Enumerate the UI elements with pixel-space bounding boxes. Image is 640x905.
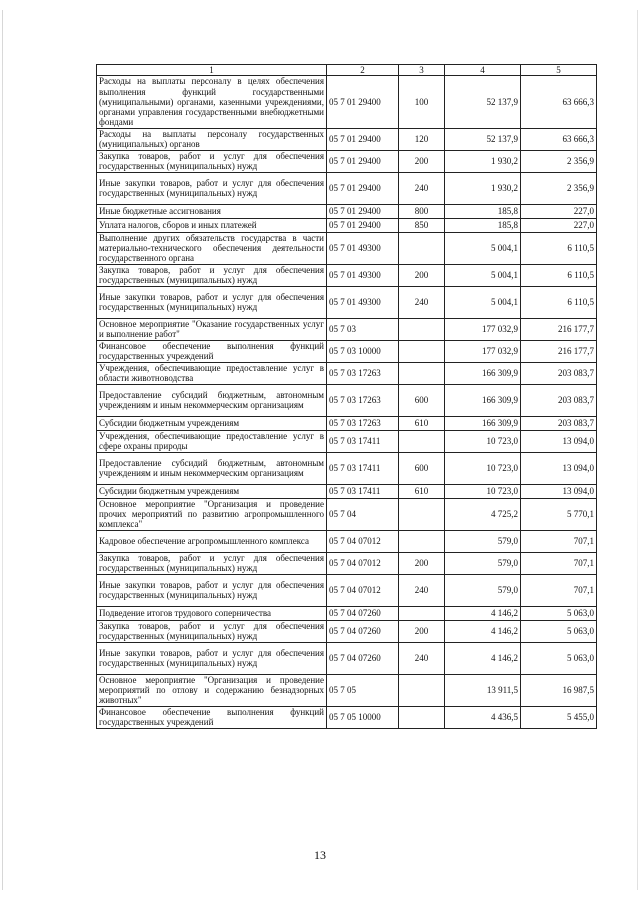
row-value-1-cell: 177 032,9 — [445, 340, 521, 362]
row-type-cell — [399, 530, 445, 552]
row-value-2-cell: 216 177,7 — [521, 318, 597, 340]
row-type-cell — [399, 362, 445, 384]
table-header-row — [97, 65, 597, 76]
header-cell-type: 3 — [399, 65, 445, 76]
table-row — [97, 498, 597, 530]
row-value-1-cell: 4 146,2 — [445, 620, 521, 642]
table-row — [97, 264, 597, 286]
row-code-cell: 05 7 04 07012 — [327, 530, 399, 552]
table-row — [97, 318, 597, 340]
row-name-cell: Иные закупки товаров, работ и услуг для обеспечения государственных (муниципальных) нужд — [97, 286, 327, 318]
table-row — [97, 574, 597, 606]
row-type-cell: 240 — [399, 642, 445, 674]
table-row — [97, 150, 597, 172]
row-value-1-cell: 10 723,0 — [445, 452, 521, 484]
row-type-cell: 610 — [399, 416, 445, 430]
table-row — [97, 416, 597, 430]
header-cell-name: 1 — [97, 65, 327, 76]
row-value-2-cell: 16 987,5 — [521, 674, 597, 706]
row-name-cell: Основное мероприятие "Организация и проведение прочих мероприятий по развитию агропромышленного комплекса" — [97, 498, 327, 530]
page-number: 13 — [314, 848, 326, 862]
row-value-1-cell: 166 309,9 — [445, 416, 521, 430]
row-name-cell: Кадровое обеспечение агропромышленного комплекса — [97, 530, 327, 552]
table-row — [97, 76, 597, 128]
table-row — [97, 642, 597, 674]
row-type-cell: 240 — [399, 286, 445, 318]
row-type-cell — [399, 706, 445, 728]
row-type-cell — [399, 674, 445, 706]
row-value-2-cell: 5 063,0 — [521, 620, 597, 642]
row-name-cell: Субсидии бюджетным учреждениям — [97, 484, 327, 498]
row-code-cell: 05 7 01 49300 — [327, 286, 399, 318]
row-value-1-cell: 52 137,9 — [445, 128, 521, 150]
row-value-2-cell: 5 063,0 — [521, 642, 597, 674]
row-code-cell: 05 7 03 10000 — [327, 340, 399, 362]
header-cell-value-2: 5 — [521, 65, 597, 76]
row-type-cell — [399, 430, 445, 452]
row-value-1-cell: 4 725,2 — [445, 498, 521, 530]
table-row — [97, 552, 597, 574]
row-value-1-cell: 185,8 — [445, 204, 521, 218]
row-name-cell: Расходы на выплаты персоналу в целях обеспечения выполнения функций государственными (муниципальными) органами, казенными учреждениями, органами управления государственными внебюджетными фондами — [97, 76, 327, 128]
row-name-cell: Учреждения, обеспечивающие предоставление услуг в области животноводства — [97, 362, 327, 384]
table-row — [97, 430, 597, 452]
table-row — [97, 172, 597, 204]
table-row — [97, 362, 597, 384]
row-value-1-cell: 579,0 — [445, 574, 521, 606]
table-row — [97, 232, 597, 264]
row-code-cell: 05 7 03 17263 — [327, 416, 399, 430]
table-row — [97, 484, 597, 498]
row-code-cell: 05 7 01 29400 — [327, 218, 399, 232]
row-type-cell: 610 — [399, 484, 445, 498]
row-code-cell: 05 7 03 17411 — [327, 430, 399, 452]
row-value-2-cell: 203 083,7 — [521, 384, 597, 416]
row-name-cell: Основное мероприятие "Оказание государственных услуг и выполнение работ" — [97, 318, 327, 340]
row-type-cell — [399, 498, 445, 530]
row-name-cell: Субсидии бюджетным учреждениям — [97, 416, 327, 430]
row-code-cell: 05 7 03 — [327, 318, 399, 340]
row-value-2-cell: 6 110,5 — [521, 286, 597, 318]
scan-edge-left — [2, 10, 3, 890]
row-value-2-cell: 203 083,7 — [521, 362, 597, 384]
table-row — [97, 286, 597, 318]
row-name-cell: Иные закупки товаров, работ и услуг для обеспечения государственных (муниципальных) нужд — [97, 642, 327, 674]
table-row — [97, 606, 597, 620]
row-value-2-cell: 2 356,9 — [521, 150, 597, 172]
row-type-cell — [399, 340, 445, 362]
row-code-cell: 05 7 03 17263 — [327, 384, 399, 416]
row-value-1-cell: 579,0 — [445, 552, 521, 574]
row-name-cell: Выполнение других обязательств государства в части материально-технического обеспечения деятельности государственного органа — [97, 232, 327, 264]
row-name-cell: Иные закупки товаров, работ и услуг для обеспечения государственных (муниципальных) нужд — [97, 172, 327, 204]
row-code-cell: 05 7 04 07012 — [327, 552, 399, 574]
row-code-cell: 05 7 04 07260 — [327, 642, 399, 674]
row-value-2-cell: 13 094,0 — [521, 430, 597, 452]
row-type-cell: 850 — [399, 218, 445, 232]
row-value-2-cell: 707,1 — [521, 530, 597, 552]
row-code-cell: 05 7 01 49300 — [327, 232, 399, 264]
table-body — [97, 76, 597, 728]
row-code-cell: 05 7 05 — [327, 674, 399, 706]
row-name-cell: Расходы на выплаты персоналу государственных (муниципальных) органов — [97, 128, 327, 150]
budget-table — [96, 64, 597, 729]
row-value-1-cell: 1 930,2 — [445, 150, 521, 172]
row-name-cell: Предоставление субсидий бюджетным, автономным учреждениям и иным некоммерческим организациям — [97, 452, 327, 484]
row-type-cell: 200 — [399, 264, 445, 286]
row-value-2-cell: 63 666,3 — [521, 76, 597, 128]
row-code-cell: 05 7 03 17411 — [327, 452, 399, 484]
row-value-2-cell: 6 110,5 — [521, 232, 597, 264]
table-row — [97, 530, 597, 552]
row-name-cell: Финансовое обеспечение выполнения функций государственных учреждений — [97, 706, 327, 728]
row-name-cell: Подведение итогов трудового соперничества — [97, 606, 327, 620]
row-type-cell: 100 — [399, 76, 445, 128]
row-value-1-cell: 4 146,2 — [445, 606, 521, 620]
row-value-2-cell: 5 770,1 — [521, 498, 597, 530]
row-code-cell: 05 7 03 17411 — [327, 484, 399, 498]
row-name-cell: Закупка товаров, работ и услуг для обеспечения государственных (муниципальных) нужд — [97, 150, 327, 172]
table-row — [97, 218, 597, 232]
scan-edge-right — [637, 10, 638, 890]
row-value-1-cell: 4 146,2 — [445, 642, 521, 674]
row-name-cell: Финансовое обеспечение выполнения функций государственных учреждений — [97, 340, 327, 362]
row-code-cell: 05 7 04 07260 — [327, 606, 399, 620]
row-code-cell: 05 7 01 49300 — [327, 264, 399, 286]
row-code-cell: 05 7 04 07260 — [327, 620, 399, 642]
row-type-cell: 240 — [399, 574, 445, 606]
row-value-1-cell: 4 436,5 — [445, 706, 521, 728]
row-code-cell: 05 7 01 29400 — [327, 76, 399, 128]
row-value-1-cell: 13 911,5 — [445, 674, 521, 706]
row-value-1-cell: 166 309,9 — [445, 362, 521, 384]
row-code-cell: 05 7 01 29400 — [327, 204, 399, 218]
row-value-1-cell: 579,0 — [445, 530, 521, 552]
header-cell-value-1: 4 — [445, 65, 521, 76]
row-value-1-cell: 10 723,0 — [445, 484, 521, 498]
row-code-cell: 05 7 03 17263 — [327, 362, 399, 384]
row-name-cell: Основное мероприятие "Организация и проведение мероприятий по отлову и содержанию безнадзорных животных" — [97, 674, 327, 706]
row-value-2-cell: 13 094,0 — [521, 452, 597, 484]
row-value-2-cell: 5 063,0 — [521, 606, 597, 620]
table-row — [97, 452, 597, 484]
row-value-1-cell: 52 137,9 — [445, 76, 521, 128]
row-value-2-cell: 6 110,5 — [521, 264, 597, 286]
row-value-2-cell: 2 356,9 — [521, 172, 597, 204]
row-value-2-cell: 227,0 — [521, 218, 597, 232]
row-type-cell: 200 — [399, 552, 445, 574]
row-name-cell: Закупка товаров, работ и услуг для обеспечения государственных (муниципальных) нужд — [97, 620, 327, 642]
row-code-cell: 05 7 01 29400 — [327, 150, 399, 172]
row-value-1-cell: 177 032,9 — [445, 318, 521, 340]
table-row — [97, 674, 597, 706]
row-value-1-cell: 1 930,2 — [445, 172, 521, 204]
header-cell-code: 2 — [327, 65, 399, 76]
row-type-cell: 240 — [399, 172, 445, 204]
row-type-cell: 120 — [399, 128, 445, 150]
row-code-cell: 05 7 04 07012 — [327, 574, 399, 606]
row-value-2-cell: 216 177,7 — [521, 340, 597, 362]
row-name-cell: Иные закупки товаров, работ и услуг для обеспечения государственных (муниципальных) нужд — [97, 574, 327, 606]
row-code-cell: 05 7 01 29400 — [327, 128, 399, 150]
row-value-1-cell: 5 004,1 — [445, 264, 521, 286]
row-value-1-cell: 185,8 — [445, 218, 521, 232]
row-type-cell: 200 — [399, 620, 445, 642]
row-name-cell: Предоставление субсидий бюджетным, автономным учреждениям и иным некоммерческим организациям — [97, 384, 327, 416]
row-name-cell: Учреждения, обеспечивающие предоставление услуг в сфере охраны природы — [97, 430, 327, 452]
table-row — [97, 620, 597, 642]
row-code-cell: 05 7 05 10000 — [327, 706, 399, 728]
table-row — [97, 384, 597, 416]
table-row — [97, 340, 597, 362]
row-type-cell: 600 — [399, 452, 445, 484]
row-value-1-cell: 5 004,1 — [445, 286, 521, 318]
row-name-cell: Иные бюджетные ассигнования — [97, 204, 327, 218]
row-type-cell: 600 — [399, 384, 445, 416]
row-type-cell: 800 — [399, 204, 445, 218]
row-name-cell: Уплата налогов, сборов и иных платежей — [97, 218, 327, 232]
row-type-cell: 200 — [399, 150, 445, 172]
row-value-1-cell: 10 723,0 — [445, 430, 521, 452]
row-value-2-cell: 13 094,0 — [521, 484, 597, 498]
row-value-2-cell: 227,0 — [521, 204, 597, 218]
row-name-cell: Закупка товаров, работ и услуг для обеспечения государственных (муниципальных) нужд — [97, 552, 327, 574]
row-type-cell — [399, 318, 445, 340]
row-value-2-cell: 707,1 — [521, 574, 597, 606]
table-row — [97, 706, 597, 728]
table-row — [97, 128, 597, 150]
row-type-cell — [399, 606, 445, 620]
row-value-2-cell: 5 455,0 — [521, 706, 597, 728]
row-value-1-cell: 166 309,9 — [445, 384, 521, 416]
row-value-2-cell: 203 083,7 — [521, 416, 597, 430]
row-value-2-cell: 707,1 — [521, 552, 597, 574]
row-value-2-cell: 63 666,3 — [521, 128, 597, 150]
row-code-cell: 05 7 01 29400 — [327, 172, 399, 204]
row-name-cell: Закупка товаров, работ и услуг для обеспечения государственных (муниципальных) нужд — [97, 264, 327, 286]
table-row — [97, 204, 597, 218]
row-type-cell — [399, 232, 445, 264]
row-value-1-cell: 5 004,1 — [445, 232, 521, 264]
row-code-cell: 05 7 04 — [327, 498, 399, 530]
